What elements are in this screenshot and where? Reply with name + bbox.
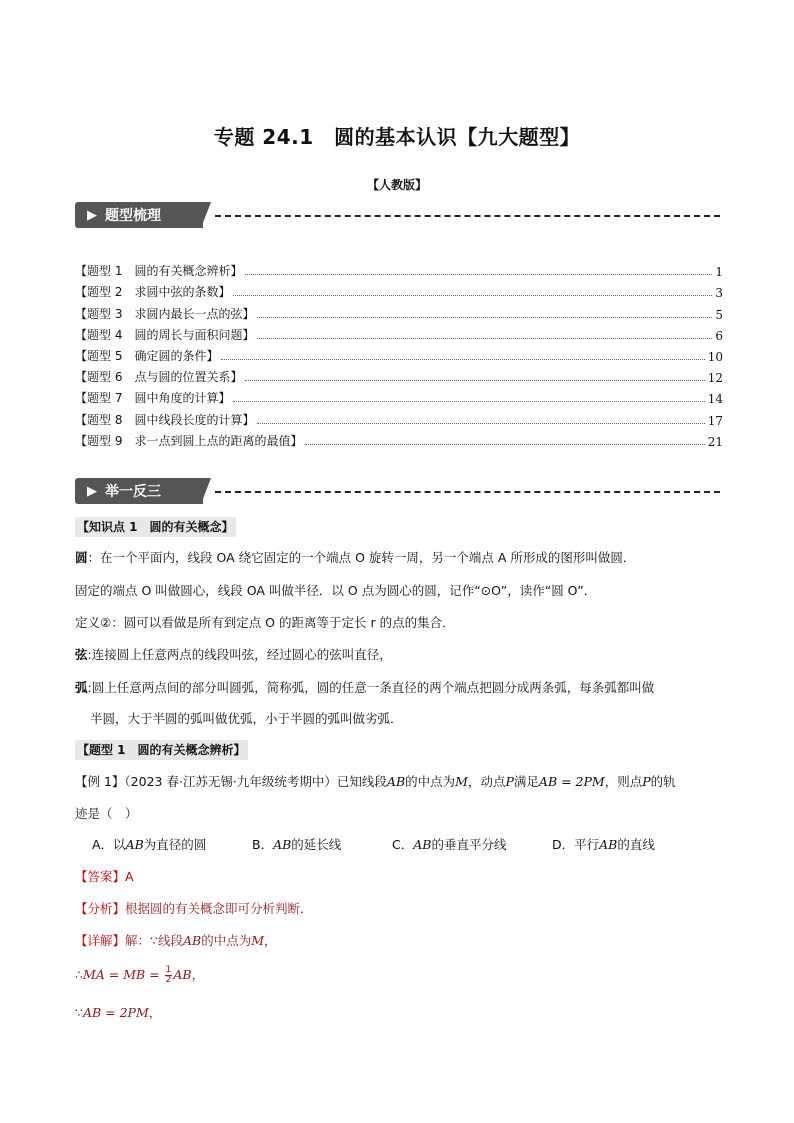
math-equation: AB = 2PM bbox=[538, 774, 605, 789]
section-divider bbox=[215, 491, 720, 493]
math-var: AB bbox=[386, 774, 406, 789]
detail-line-3 bbox=[75, 1004, 725, 1022]
math-var: AB bbox=[182, 933, 202, 948]
toc-item-page: 10 bbox=[707, 349, 723, 364]
toc-leader bbox=[305, 443, 704, 445]
toc-item[interactable] bbox=[75, 406, 723, 427]
section-tab-slant bbox=[201, 478, 211, 504]
paragraph-arc bbox=[75, 679, 725, 697]
toc-leader bbox=[245, 379, 704, 381]
math-var: M bbox=[251, 933, 265, 948]
play-triangle-icon: ▶ bbox=[87, 483, 97, 499]
option-c[interactable] bbox=[392, 836, 506, 854]
toc-item[interactable] bbox=[75, 385, 723, 406]
math-var: M bbox=[455, 774, 468, 789]
toc-item-label: 【题型 8 圆中线段长度的计算】 bbox=[75, 412, 255, 427]
toc-item[interactable] bbox=[75, 279, 723, 300]
paragraph-text: ：在一个平面内，线段 OA 绕它固定的一个端点 O 旋转一周，另一个端点 A 所形成的图形叫做圆． bbox=[87, 550, 636, 565]
paragraph-text: :连接圆上任意两点的线段叫弦，经过圆心的弦叫直径， bbox=[87, 647, 392, 662]
term-arc: 弧 bbox=[75, 680, 88, 695]
example-text: ，动点 bbox=[467, 774, 506, 789]
section-label: 举一反三 bbox=[105, 484, 161, 500]
toc-item-label: 【题型 4 圆的周长与面积问题】 bbox=[75, 327, 255, 342]
section-header-question-types bbox=[75, 202, 725, 232]
option-d[interactable] bbox=[552, 836, 655, 854]
section-tab bbox=[75, 202, 203, 228]
example-text: ，则点 bbox=[604, 774, 643, 789]
math-equation: AB = 2PM bbox=[82, 1005, 149, 1020]
detail-tag: 【详解】 bbox=[75, 933, 126, 948]
toc-leader bbox=[257, 316, 712, 318]
answer-value: A bbox=[125, 869, 134, 884]
answer-line bbox=[75, 868, 725, 886]
math-var: AB bbox=[173, 967, 192, 982]
knowledge-title: 【知识点 1 圆的有关概念】 bbox=[75, 517, 236, 537]
toc-leader bbox=[233, 400, 704, 402]
section-label: 题型梳理 bbox=[105, 208, 161, 224]
detail-text: ， bbox=[191, 967, 205, 982]
table-of-contents bbox=[75, 258, 723, 449]
type-title: 【题型 1 圆的有关概念辨析】 bbox=[75, 740, 248, 760]
paragraph-text: 固定的端点 O 叫做圆心，线段 OA 叫做半径．以 O 点为圆心的圆，记作“⊙O”，读作“圆 O”． bbox=[75, 583, 597, 598]
example-text: 迹是（ ） bbox=[75, 806, 138, 821]
math-var: P bbox=[505, 774, 514, 789]
option-a[interactable] bbox=[92, 836, 206, 854]
paragraph-text: 半圆，大于半圆的弧叫做优弧，小于半圆的弧叫做劣弧． bbox=[90, 711, 403, 726]
toc-leader bbox=[221, 358, 704, 360]
term-chord: 弦 bbox=[75, 647, 88, 662]
toc-item-page: 14 bbox=[707, 392, 723, 407]
fraction-denominator: 2 bbox=[165, 975, 172, 985]
edition-label: 【人教版】 bbox=[366, 178, 427, 192]
analysis-text: 根据圆的有关概念即可分析判断． bbox=[125, 901, 313, 916]
detail-line-1 bbox=[75, 932, 725, 950]
option-letter: A．以 bbox=[92, 837, 126, 852]
detail-text: ， bbox=[264, 933, 277, 948]
detail-text: 的中点为 bbox=[201, 933, 252, 948]
math-var: P bbox=[642, 774, 651, 789]
option-letter: C． bbox=[392, 837, 414, 852]
option-text: 为直径的圆 bbox=[143, 837, 207, 852]
toc-item[interactable] bbox=[75, 258, 723, 279]
math-equation: MA = MB = bbox=[82, 967, 164, 982]
option-letter: B． bbox=[252, 837, 274, 852]
math-var: AB bbox=[125, 837, 144, 852]
example-text: 的轨 bbox=[650, 774, 676, 789]
detail-text: ∴ bbox=[75, 967, 83, 982]
example-text: 满足 bbox=[513, 774, 539, 789]
math-var: AB bbox=[273, 837, 292, 852]
toc-leader bbox=[245, 273, 712, 275]
paragraph-arc-cont bbox=[90, 710, 725, 728]
paragraph-center-radius bbox=[75, 582, 725, 600]
math-var: AB bbox=[599, 837, 618, 852]
example-question bbox=[75, 773, 725, 791]
example-text: 的中点为 bbox=[405, 774, 456, 789]
example-question-cont bbox=[75, 805, 725, 823]
analysis-tag: 【分析】 bbox=[75, 901, 126, 916]
toc-item-label: 【题型 3 求圆内最长一点的弦】 bbox=[75, 306, 255, 321]
paragraph-chord bbox=[75, 646, 725, 664]
toc-item-label: 【题型 6 点与圆的位置关系】 bbox=[75, 370, 243, 385]
option-text: 的直线 bbox=[617, 837, 655, 852]
toc-item[interactable] bbox=[75, 364, 723, 385]
toc-leader bbox=[257, 422, 704, 424]
play-triangle-icon: ▶ bbox=[87, 207, 97, 223]
detail-text: ∵ bbox=[75, 1005, 83, 1020]
toc-item-page: 1 bbox=[715, 265, 723, 280]
toc-leader bbox=[257, 337, 712, 339]
section-tab bbox=[75, 478, 203, 504]
toc-item-page: 21 bbox=[707, 434, 723, 449]
detail-text: 解：∵线段 bbox=[125, 933, 183, 948]
toc-item[interactable] bbox=[75, 428, 723, 449]
paragraph-circle-definition bbox=[75, 549, 725, 567]
paragraph-definition-2 bbox=[75, 614, 725, 632]
paragraph-text: 定义②：圆可以看做是所有到定点 O 的距离等于定长 r 的点的集合． bbox=[75, 615, 455, 630]
toc-item-label: 【题型 2 求圆中弦的条数】 bbox=[75, 285, 231, 300]
toc-item[interactable] bbox=[75, 343, 723, 364]
section-tab-slant bbox=[201, 202, 211, 228]
option-b[interactable] bbox=[252, 836, 341, 854]
toc-item-page: 3 bbox=[715, 286, 723, 301]
detail-line-2 bbox=[75, 966, 725, 985]
toc-item-page: 6 bbox=[715, 328, 723, 343]
section-header-examples bbox=[75, 478, 725, 508]
paragraph-text: :圆上任意两点间的部分叫圆弧，简称弧，圆的任意一条直径的两个端点把圆分成两条弧，每条弧都叫做 bbox=[87, 680, 655, 695]
toc-item-label: 【题型 5 确定圆的条件】 bbox=[75, 348, 219, 363]
toc-item[interactable] bbox=[75, 300, 723, 321]
analysis-line bbox=[75, 900, 725, 918]
toc-item[interactable] bbox=[75, 322, 723, 343]
math-var: AB bbox=[413, 837, 432, 852]
detail-text: ， bbox=[148, 1005, 162, 1020]
toc-item-label: 【题型 9 求一点到圆上点的距离的最值】 bbox=[75, 433, 303, 448]
toc-item-label: 【题型 1 圆的有关概念辨析】 bbox=[75, 264, 243, 279]
term-circle: 圆 bbox=[75, 550, 88, 565]
toc-item-page: 5 bbox=[715, 307, 723, 322]
toc-item-label: 【题型 7 圆中角度的计算】 bbox=[75, 391, 231, 406]
option-letter: D．平行 bbox=[552, 837, 600, 852]
option-text: 的垂直平分线 bbox=[431, 837, 507, 852]
toc-item-page: 17 bbox=[707, 413, 723, 428]
option-text: 的延长线 bbox=[291, 837, 342, 852]
fraction-one-half bbox=[165, 966, 173, 985]
example-text: 【例 1】（2023 春·江苏无锡·九年级统考期中）已知线段 bbox=[75, 774, 387, 789]
knowledge-heading bbox=[75, 517, 725, 537]
toc-leader bbox=[233, 294, 712, 296]
answer-tag: 【答案】 bbox=[75, 869, 126, 884]
fraction-numerator: 1 bbox=[165, 965, 172, 975]
section-divider bbox=[215, 215, 720, 217]
type-heading bbox=[75, 740, 725, 760]
page-title: 专题 24.1 圆的基本认识【九大题型】 bbox=[213, 125, 581, 149]
toc-item-page: 12 bbox=[707, 371, 723, 386]
